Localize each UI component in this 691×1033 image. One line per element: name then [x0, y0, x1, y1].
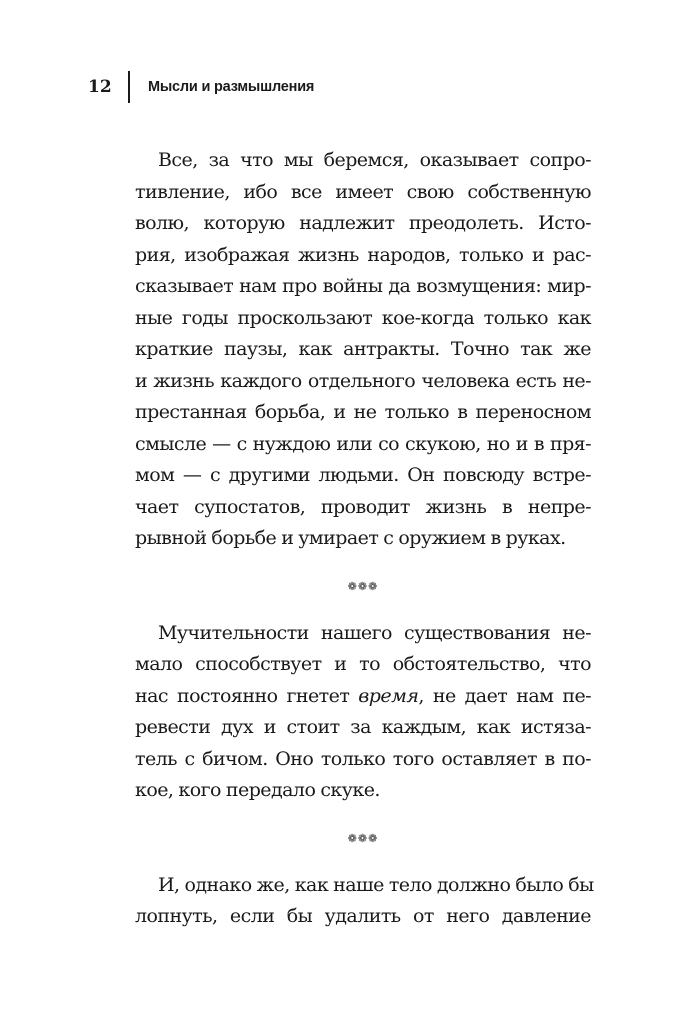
- running-title: Мысли и размышления: [148, 79, 315, 95]
- text-line: Мучительности нашего существования не-: [158, 621, 591, 644]
- text-line: кое, кого передало скуке.: [135, 779, 380, 801]
- paragraph-1: [135, 145, 591, 555]
- text-line: ревести дух и стоит за каждым, как истяза-: [135, 716, 591, 738]
- text-line: престанная борьба, и не только в переносном: [135, 401, 591, 423]
- running-head: [88, 70, 314, 104]
- text-line: смысле — с нуждою или со скукою, но и в пря-: [135, 432, 591, 455]
- text-line: И, однако же, как наше тело должно было бы: [158, 873, 594, 896]
- text-line: рывной борьбе и умирает с оружием в руках.: [135, 527, 566, 549]
- text-fragment: , не дает нам пе-: [418, 684, 592, 707]
- body-text: [135, 145, 594, 933]
- text-line: волю, которую надлежит преодолеть. Исто-: [135, 212, 591, 234]
- text-line: тель с бичом. Оно только того оставляет в по-: [135, 747, 591, 770]
- text-line: мало способствует и то обстоятельство, что: [135, 653, 591, 675]
- page-number: 12: [88, 77, 112, 97]
- text-line: Все, за что мы беремся, оказывает сопро-: [158, 149, 591, 171]
- text-line: и жизнь каждого отдельного человека есть не-: [135, 369, 591, 392]
- text-line: краткие паузы, как антракты. Точно так же: [135, 338, 591, 360]
- text-line: чает супостатов, проводит жизнь в непре-: [135, 495, 591, 518]
- header-divider: [128, 71, 130, 103]
- text-line: сказывает нам про войны да возмущения: мир-: [135, 275, 591, 297]
- emphasized-word: время: [358, 684, 419, 707]
- text-line: ные годы проскользают кое-когда только как: [135, 306, 591, 329]
- paragraph-2: [135, 618, 591, 807]
- text-line: мом — с другими людьми. Он повсюду встре-: [135, 464, 591, 486]
- section-separator: ❁❁❁: [347, 831, 379, 845]
- text-line-with-emphasis: [135, 681, 591, 713]
- paragraph-3: [135, 870, 594, 933]
- text-fragment: нас постоянно гнетет: [135, 684, 359, 707]
- text-line: лопнуть, если бы удалить от него давление: [135, 905, 591, 927]
- text-line: тивление, ибо все имеет свою собственную: [135, 180, 591, 203]
- text-line: рия, изображая жизнь народов, только и рас-: [135, 243, 591, 266]
- section-separator: ❁❁❁: [347, 579, 379, 593]
